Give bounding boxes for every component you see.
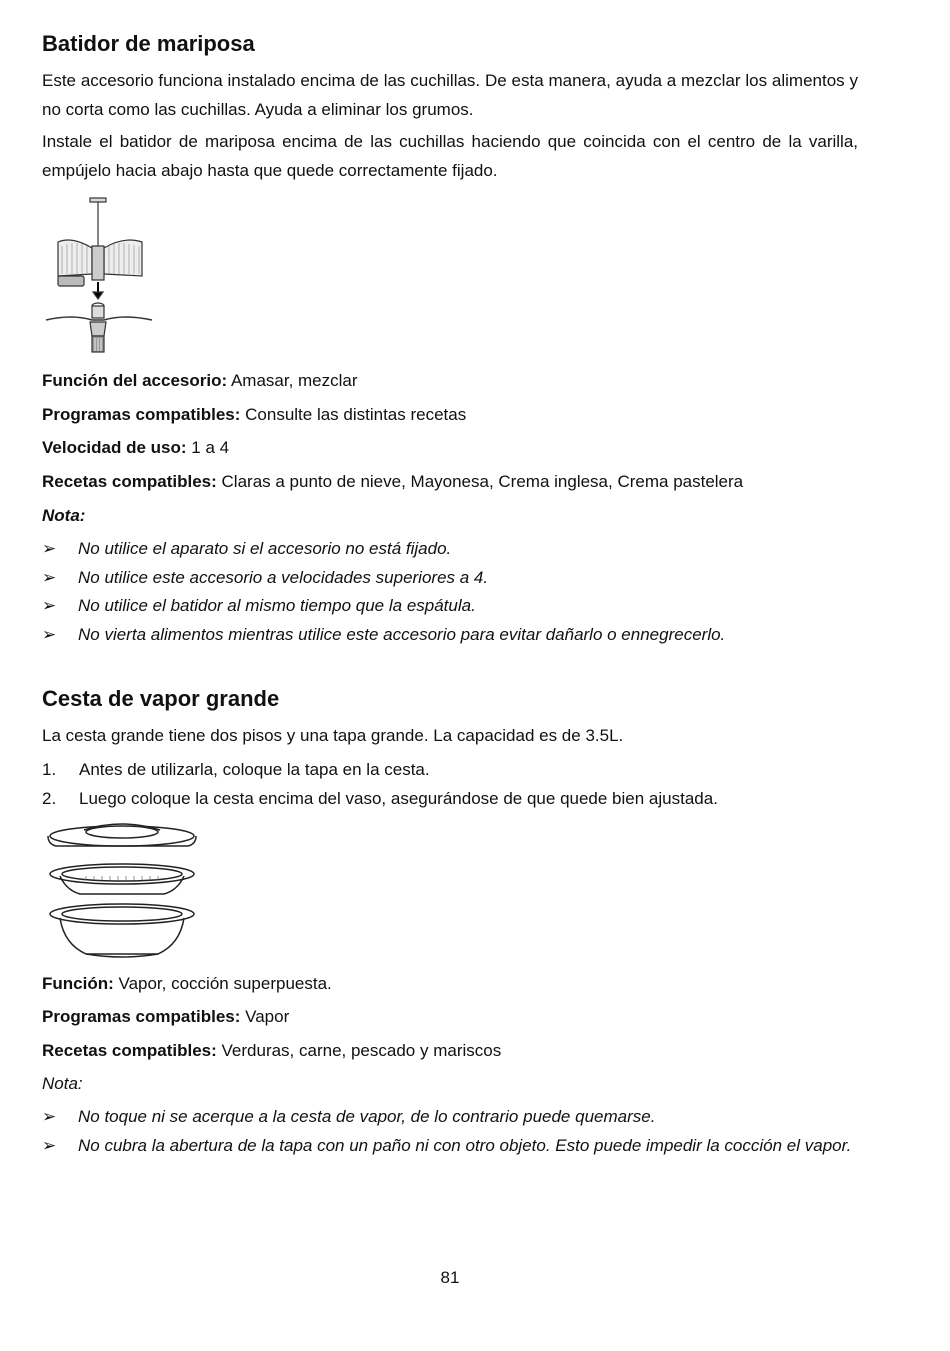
notes-list-whisk: [42, 535, 858, 649]
steps-list: [42, 756, 858, 813]
list-item: 1. Antes de utilizarla, coloque la tapa en la cesta.: [42, 760, 430, 779]
spec-line: Programas compatibles: Consulte las distintas recetas: [42, 405, 467, 424]
spec-line: Recetas compatibles: Claras a punto de nieve, Mayonesa, Crema inglesa, Crema pastelera: [42, 472, 744, 491]
note-label: Nota:: [42, 506, 86, 525]
arrow-bullet-icon: ➢: [42, 567, 57, 587]
arrow-bullet-icon: ➢: [42, 539, 57, 558]
list-item: ➢ No utilice este accesorio a velocidades superiores a 4.: [42, 564, 858, 593]
arrow-bullet-icon: ➢: [42, 596, 57, 615]
list-item: 2. Luego coloque la cesta encima del vaso, asegurándose de que quede bien ajustada.: [42, 788, 718, 808]
steam-basket-illustration: [46, 820, 202, 962]
section-title-butterfly-whisk: Batidor de mariposa: [42, 31, 255, 56]
spec-line: Función: Vapor, cocción superpuesta.: [42, 974, 332, 993]
spec-line: Función del accesorio: Amasar, mezclar: [42, 371, 358, 390]
list-item: ➢ No utilice el batidor al mismo tiempo que la espátula.: [42, 592, 858, 621]
paragraph-whisk-install: Instale el batidor de mariposa encima de las cuchillas haciendo que coincida con el centro de la varilla, empújelo hacia abajo hasta que quede correctamente fijado.: [42, 132, 858, 180]
spec-line: Programas compatibles: Vapor: [42, 1007, 290, 1026]
arrow-bullet-icon: ➢: [42, 1107, 57, 1126]
arrow-bullet-icon: ➢: [42, 1135, 57, 1155]
spec-line: Recetas compatibles: Verduras, carne, pescado y mariscos: [42, 1041, 502, 1060]
paragraph-basket-intro: La cesta grande tiene dos pisos y una tapa grande. La capacidad es de 3.5L.: [42, 726, 624, 745]
page-number: 81: [440, 1268, 460, 1287]
butterfly-whisk-illustration: [42, 196, 160, 360]
notes-list-basket: [42, 1103, 858, 1160]
arrow-bullet-icon: ➢: [42, 624, 57, 644]
list-item: ➢ No vierta alimentos mientras utilice este accesorio para evitar dañarlo o ennegrecerlo.: [42, 621, 858, 650]
spec-line: Velocidad de uso: 1 a 4: [42, 438, 230, 457]
paragraph-whisk-intro: Este accesorio funciona instalado encima de las cuchillas. De esta manera, ayuda a mezclar los alimentos y no corta como las cuchillas. Ayuda a eliminar los grumos.: [42, 71, 858, 119]
list-item: ➢ No cubra la abertura de la tapa con un paño ni con otro objeto. Esto puede impedir la cocción el vapor.: [42, 1132, 858, 1161]
list-item: ➢ No utilice el aparato si el accesorio no está fijado.: [42, 535, 858, 564]
note-label: Nota:: [42, 1074, 83, 1093]
section-title-steam-basket: Cesta de vapor grande: [42, 686, 280, 711]
list-item: ➢ No toque ni se acerque a la cesta de vapor, de lo contrario puede quemarse.: [42, 1103, 858, 1132]
